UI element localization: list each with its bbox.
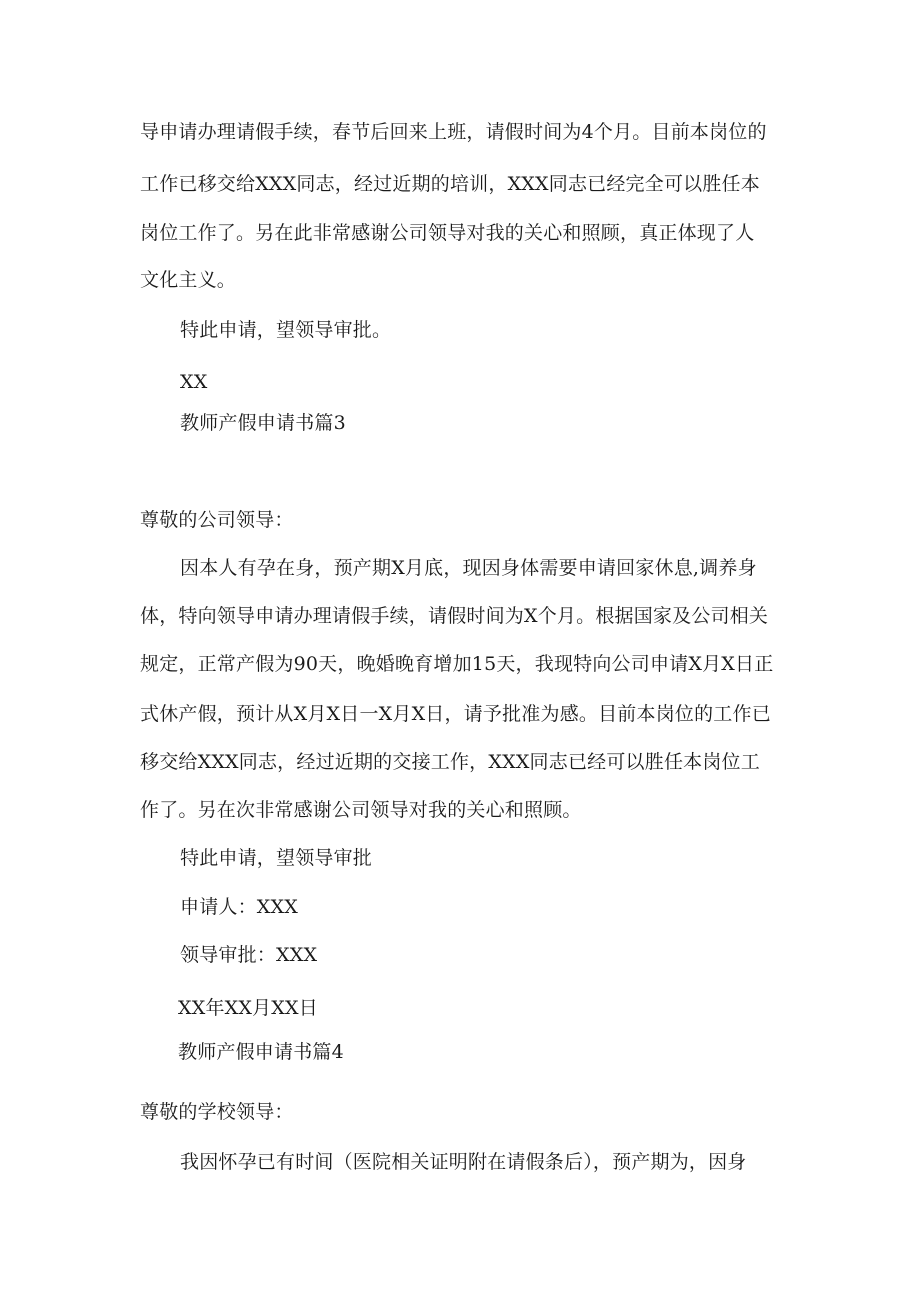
paragraph-line: 导申请办理请假手续，春节后回来上班，请假时间为4个月。目前本岗位的 [140,121,767,143]
closing-request-line: 特此申请，望领导审批 [180,847,373,869]
paragraph-line: 因本人有孕在身，预产期X月底，现因身体需要申请回家休息,调养身 [180,557,757,579]
paragraph-line: 文化主义。 [140,269,237,291]
paragraph-line: 规定，正常产假为90天，晚婚晚育增加15天，我现特向公司申请X月X日正 [140,653,774,675]
paragraph-line: 我因怀孕已有时间（医院相关证明附在请假条后），预产期为，因身 [180,1151,747,1173]
section-heading: 教师产假申请书篇4 [178,1041,344,1063]
salutation: 尊敬的学校领导： [140,1101,294,1123]
paragraph-line: 移交给XXX同志，经过近期的交接工作，XXX同志已经可以胜任本岗位工 [140,751,760,773]
applicant-line: 申请人：XXX [180,896,298,918]
paragraph-line: 体，特向领导申请办理请假手续，请假时间为X个月。根据国家及公司相关 [140,605,769,627]
paragraph-line: 岗位工作了。另在此非常感谢公司领导对我的关心和照顾，真正体现了人 [140,222,755,244]
closing-request-line: 特此申请，望领导审批。 [180,319,392,341]
paragraph-line: 作了。另在次非常感谢公司领导对我的关心和照顾。 [140,799,582,821]
date-line: XX年XX月XX日 [178,997,318,1019]
section-heading: 教师产假申请书篇3 [180,412,346,434]
signature-line: XX [180,371,208,393]
paragraph-line: 工作已移交给XXX同志，经过近期的培训，XXX同志已经完全可以胜任本 [140,173,760,195]
paragraph-line: 式休产假，预计从X月X日一X月X日，请予批准为感。目前本岗位的工作已 [140,703,771,725]
approver-line: 领导审批：XXX [180,944,318,966]
salutation: 尊敬的公司领导： [140,509,294,531]
